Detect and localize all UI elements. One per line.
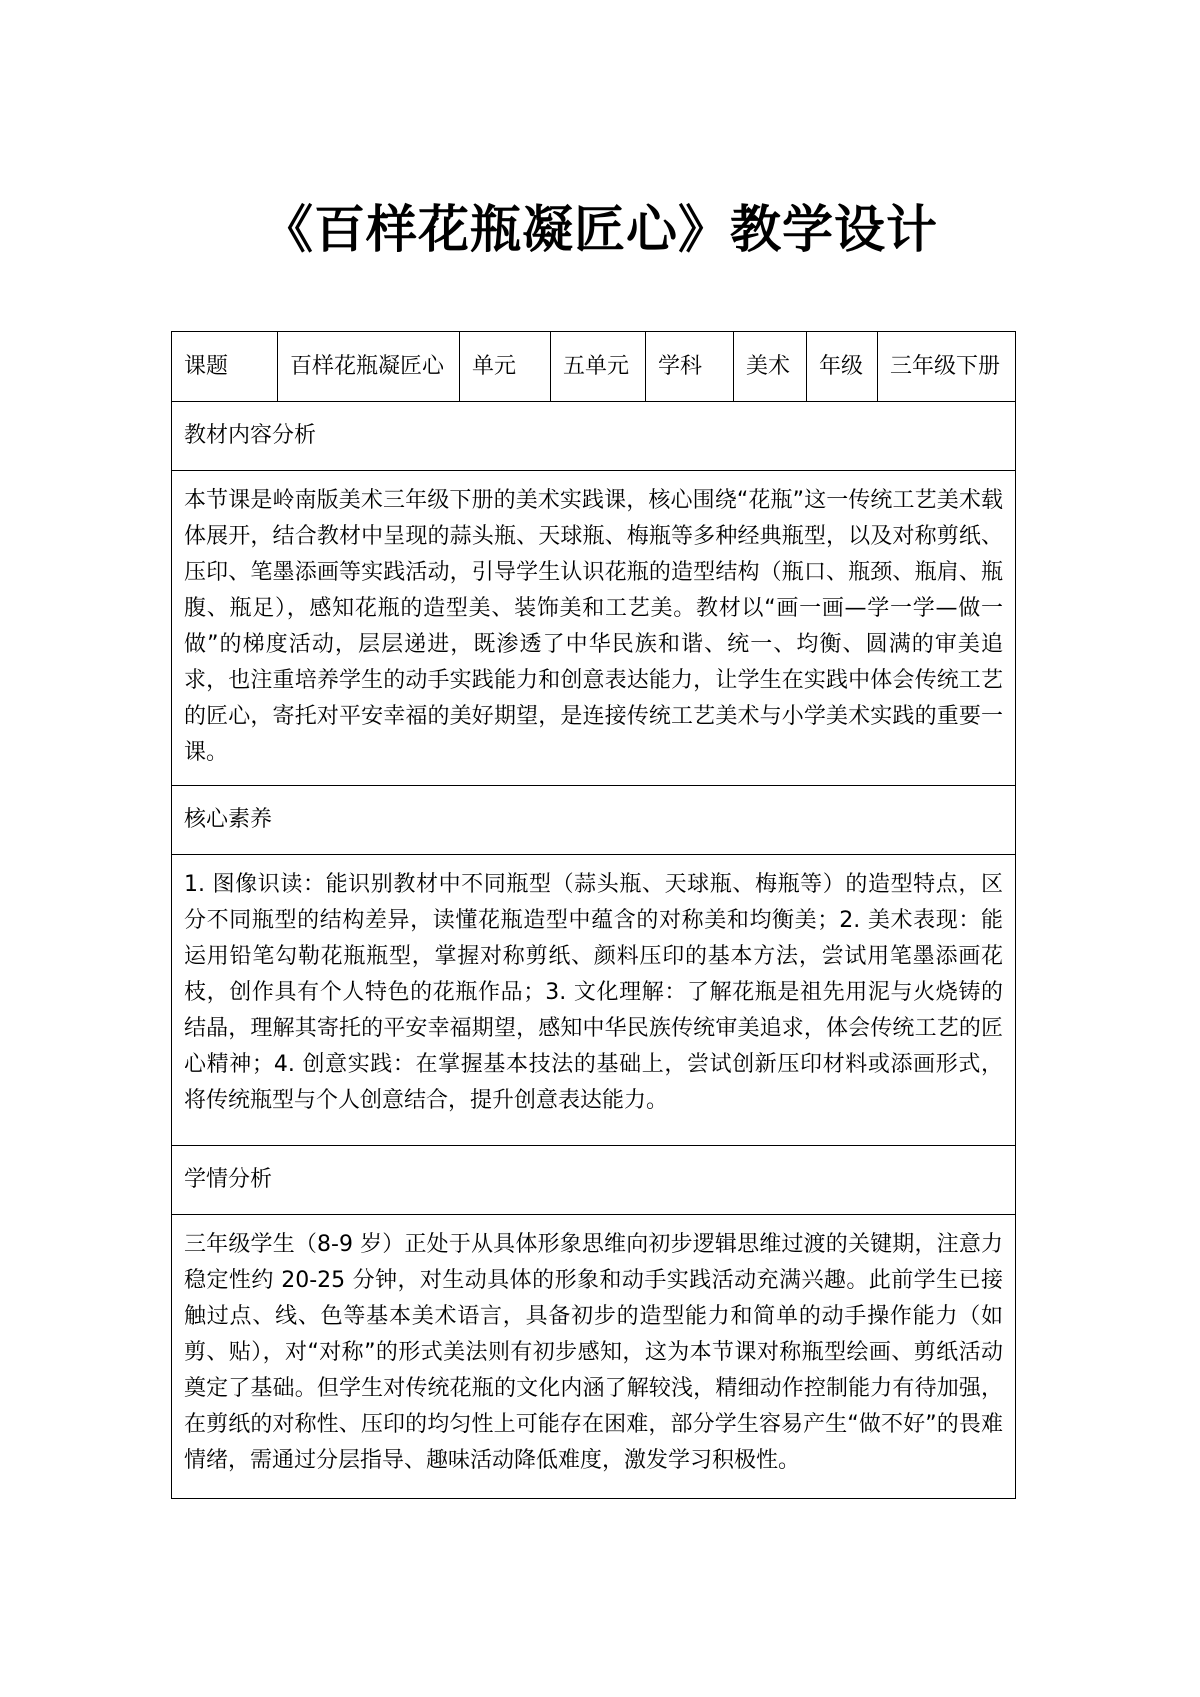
section-header-row: [172, 402, 1016, 471]
unit-label: 单元: [460, 332, 551, 402]
section-body-textbook-analysis: 本节课是岭南版美术三年级下册的美术实践课，核心围绕“花瓶”这一传统工艺美术载体展开，结合教材中呈现的蒜头瓶、天球瓶、梅瓶等多种经典瓶型，以及对称剪纸、压印、笔墨添画等实践活动，引导学生认识花瓶的造型结构（瓶口、瓶颈、瓶肩、瓶腹、瓶足），感知花瓶的造型美、装饰美和工艺美。教材以“画一画—学一学—做一做”的梯度活动，层层递进，既渗透了中华民族和谐、统一、均衡、圆满的审美追求，也注重培养学生的动手实践能力和创意表达能力，让学生在实践中体会传统工艺的匠心，寄托对平安幸福的美好期望，是连接传统工艺美术与小学美术实践的重要一课。: [172, 471, 1016, 786]
meta-row: [172, 332, 1016, 402]
lesson-plan-table: [171, 331, 1016, 1499]
section-header-textbook-analysis: 教材内容分析: [172, 402, 1016, 471]
section-header-core-competencies: 核心素养: [172, 786, 1016, 855]
section-body-core-competencies: 1. 图像识读：能识别教材中不同瓶型（蒜头瓶、天球瓶、梅瓶等）的造型特点，区分不同瓶型的结构差异，读懂花瓶造型中蕴含的对称美和均衡美；2. 美术表现：能运用铅笔勾勒花瓶瓶型，掌握对称剪纸、颜料压印的基本方法，尝试用笔墨添画花枝，创作具有个人特色的花瓶作品；3. 文化理解：了解花瓶是祖先用泥与火烧铸的结晶，理解其寄托的平安幸福期望，感知中华民族传统审美追求，体会传统工艺的匠心精神；4. 创意实践：在掌握基本技法的基础上，尝试创新压印材料或添画形式，将传统瓶型与个人创意结合，提升创意表达能力。: [172, 855, 1016, 1146]
page-title: 《百样花瓶凝匠心》教学设计: [261, 201, 938, 260]
section-body-row: [172, 855, 1016, 1146]
section-header-row: [172, 786, 1016, 855]
topic-label: 课题: [172, 332, 278, 402]
section-header-row: [172, 1146, 1016, 1215]
section-body-student-analysis: 三年级学生（8-9 岁）正处于从具体形象思维向初步逻辑思维过渡的关键期，注意力稳定性约 20-25 分钟，对生动具体的形象和动手实践活动充满兴趣。此前学生已接触过点、线、色等基本美术语言，具备初步的造型能力和简单的动手操作能力（如剪、贴），对“对称”的形式美法则有初步感知，这为本节课对称瓶型绘画、剪纸活动奠定了基础。但学生对传统花瓶的文化内涵了解较浅，精细动作控制能力有待加强，在剪纸的对称性、压印的均匀性上可能存在困难，部分学生容易产生“做不好”的畏难情绪，需通过分层指导、趣味活动降低难度，激发学习积极性。: [172, 1215, 1016, 1499]
section-header-student-analysis: 学情分析: [172, 1146, 1016, 1215]
topic-value: 百样花瓶凝匠心: [278, 332, 460, 402]
subject-value: 美术: [734, 332, 807, 402]
subject-label: 学科: [646, 332, 734, 402]
section-body-row: [172, 471, 1016, 786]
grade-label: 年级: [807, 332, 878, 402]
section-body-row: [172, 1215, 1016, 1499]
grade-value: 三年级下册: [878, 332, 1016, 402]
unit-value: 五单元: [551, 332, 646, 402]
